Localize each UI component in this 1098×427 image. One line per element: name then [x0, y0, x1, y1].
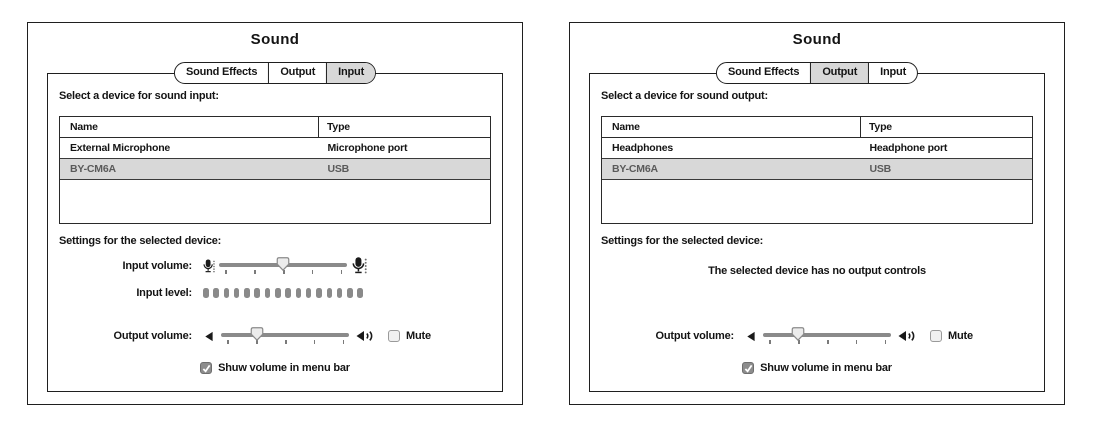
input-level-segment — [254, 288, 260, 298]
input-level-segment — [203, 288, 209, 298]
tab-content-frame — [589, 66, 1045, 392]
table-row[interactable] — [60, 138, 490, 159]
mute-checkbox[interactable] — [930, 330, 942, 342]
input-level-segment — [275, 288, 281, 298]
input-level-segment — [224, 288, 230, 298]
column-header-name: Name — [612, 121, 640, 133]
output-volume-slider-handle[interactable] — [250, 327, 263, 346]
device-name: BY-CM6A — [70, 163, 116, 175]
output-volume-label: Output volume: — [113, 330, 192, 342]
tab-sound-effects[interactable]: Sound Effects — [727, 66, 800, 78]
table-row[interactable] — [602, 138, 1032, 159]
input-level-segment — [357, 288, 363, 298]
select-device-label: Select a device for sound input: — [59, 90, 219, 102]
column-header-name: Name — [70, 121, 98, 133]
input-volume-row — [59, 254, 491, 278]
input-level-segment — [296, 288, 302, 298]
tab-sound-effects[interactable]: Sound Effects — [185, 66, 258, 78]
device-name: BY-CM6A — [612, 163, 658, 175]
tab-bar — [716, 62, 918, 84]
tab-bar — [174, 62, 376, 84]
output-volume-row — [601, 324, 1033, 348]
tab-input[interactable]: Input — [326, 63, 375, 83]
menu-bar-label: Shuw volume in menu bar — [218, 362, 350, 374]
input-level-segment — [327, 288, 333, 298]
input-level-segment — [213, 288, 219, 298]
tab-content-frame — [47, 66, 503, 392]
input-level-row — [59, 286, 491, 300]
device-name: External Microphone — [70, 142, 171, 154]
device-type: Microphone port — [327, 142, 408, 154]
no-output-controls-message: The selected device has no output controls — [708, 265, 926, 277]
sound-output-panel — [569, 22, 1065, 405]
tab-input[interactable]: Input — [868, 63, 917, 83]
tab-output[interactable]: Output — [268, 63, 326, 83]
mute-label: Mute — [406, 330, 431, 342]
speaker-loud-icon — [355, 329, 376, 343]
menu-bar-row — [59, 362, 491, 374]
column-header-type: Type — [318, 117, 490, 137]
output-volume-slider-handle[interactable] — [791, 327, 804, 346]
input-volume-label: Input volume: — [122, 260, 192, 272]
select-device-label: Select a device for sound output: — [601, 90, 768, 102]
input-level-segment — [347, 288, 353, 298]
output-volume-slider[interactable] — [763, 327, 891, 345]
menu-bar-checkbox[interactable] — [200, 362, 212, 374]
menu-bar-checkbox[interactable] — [742, 362, 754, 374]
speaker-low-icon — [203, 330, 214, 343]
input-level-label: Input level: — [136, 287, 192, 299]
mute-checkbox[interactable] — [388, 330, 400, 342]
microphone-low-icon — [203, 258, 215, 275]
device-type: USB — [869, 163, 892, 175]
device-table — [601, 116, 1033, 224]
menu-bar-label: Shuw volume in menu bar — [760, 362, 892, 374]
microphone-high-icon — [352, 256, 367, 276]
input-level-segment — [234, 288, 240, 298]
settings-label: Settings for the selected device: — [59, 235, 222, 247]
device-type: Headphone port — [869, 142, 948, 154]
input-level-segment — [285, 288, 291, 298]
slider-track — [763, 333, 891, 337]
page-title: Sound — [250, 31, 300, 48]
page-title: Sound — [792, 31, 842, 48]
slider-track — [221, 333, 349, 337]
mute-label: Mute — [948, 330, 973, 342]
speaker-loud-icon — [897, 329, 918, 343]
column-header-type: Type — [860, 117, 1032, 137]
input-level-segment — [265, 288, 271, 298]
input-level-segment — [244, 288, 250, 298]
input-level-segment — [316, 288, 322, 298]
input-level-segment — [306, 288, 312, 298]
input-volume-slider-handle[interactable] — [277, 257, 290, 276]
device-type: USB — [327, 163, 350, 175]
input-level-meter — [203, 288, 363, 298]
output-volume-label: Output volume: — [655, 330, 734, 342]
output-volume-slider[interactable] — [221, 327, 349, 345]
table-row-selected[interactable] — [602, 159, 1032, 180]
settings-label: Settings for the selected device: — [601, 235, 764, 247]
table-row-selected[interactable] — [60, 159, 490, 180]
device-table — [59, 116, 491, 224]
input-volume-slider[interactable] — [219, 257, 347, 275]
speaker-low-icon — [745, 330, 756, 343]
input-level-segment — [337, 288, 343, 298]
table-header — [60, 117, 490, 138]
sound-input-panel — [27, 22, 523, 405]
tab-output[interactable]: Output — [810, 63, 868, 83]
menu-bar-row — [601, 362, 1033, 374]
table-header — [602, 117, 1032, 138]
output-volume-row — [59, 324, 491, 348]
device-name: Headphones — [612, 142, 674, 154]
